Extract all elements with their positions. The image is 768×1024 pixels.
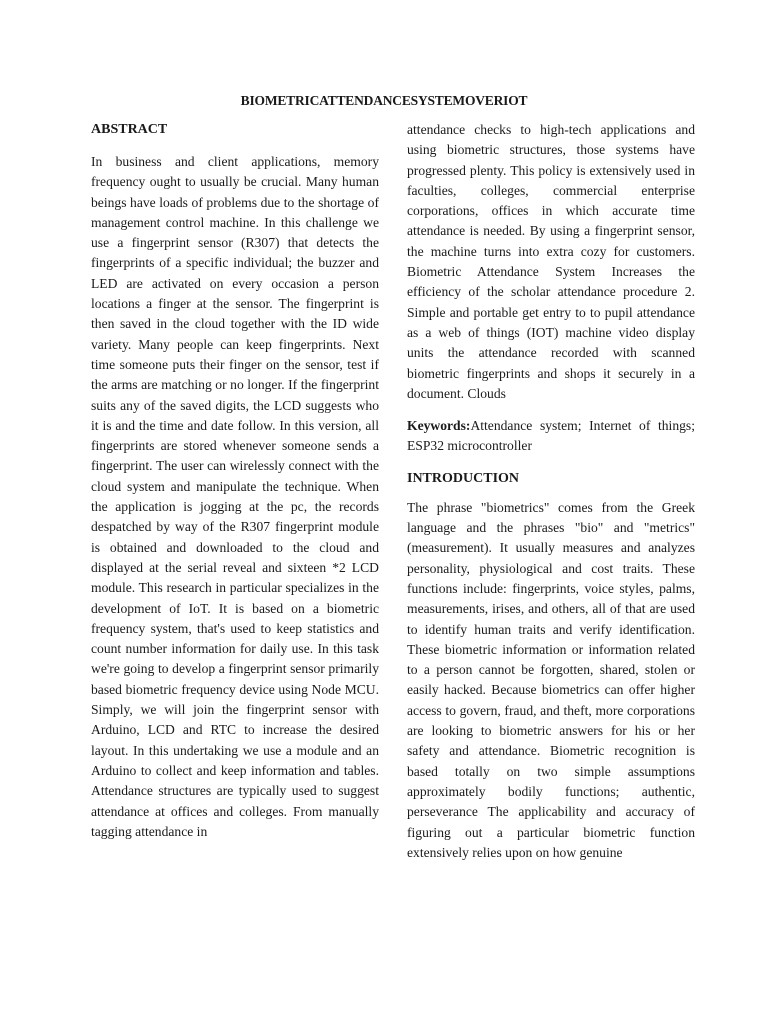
introduction-heading: INTRODUCTION (407, 470, 520, 486)
keywords-label: Keywords: (407, 418, 471, 434)
introduction-text: The phrase "biometrics" comes from the Greek language and the phrases "bio" and "metrics" (measurement). It usually measures and analyzes personality, physiological and cost traits. These functions include: fingerprints, voice styles, palms, measurements, irises, and others, all of that are used to identify human traits and verify identification. These biometric information or information related to a person cannot be forgotten, shared, stolen or easily hacked. Because biometrics can offer higher access to govern, fraud, and theft, more corporations are looking to biometric answers for his or her safety and attendance. Biometric recognition is based totally on two simple assumptions approximately bodily functions; authentic, perseverance The applicability and accuracy of figuring out a particular biometric function extensively relies upon on how genuine (407, 499, 695, 860)
spacer (407, 404, 695, 416)
abstract-heading: ABSTRACT (91, 122, 168, 137)
right-column (407, 120, 695, 863)
abstract-text: In business and client applications, memory frequency ought to usually be crucial. Many human beings have loads of problems due to the shortage of management control machine. In this challenge we use a fingerprint sensor (R307) that detects the fingerprints of a specific individual; the buzzer and LED are activated on every occasion a person locations a finger at the sensor. The fingerprint is then saved in the cloud together with the ID wide variety. Many people can keep fingerprints. Next time someone puts their finger on the sensor, test if the arms are matching or no longer. If the fingerprint suits any of the saved digits, the LCD suggests who it is and the time and date follow. In this version, all fingerprints are stored whenever someone sends a fingerprint. The user can wirelessly connect with the cloud system and manipulate the technique. When the application is jogging at the pc, the records despatched by way of the R307 fingerprint module is obtained and downloaded to the cloud and displayed at the serial reveal and sixteen *2 LCD module. This research in particular specializes in the development of IoT. It is based on a biometric frequency system, that's used to keep statistics and count number information for daily use. In this task we're going to develop a fingerprint sensor primarily based biometric frequency device using Node MCU. Simply, we will join the fingerprint sensor with Arduino, LCD and RTC to increase the desired layout. In this undertaking we use a module and an Arduino to collect and keep information and tables. Attendance structures are typically used to suggest attendance at offices and colleges. From manually tagging attendance in (91, 154, 379, 839)
spacer (407, 457, 695, 469)
abstract-continuation: attendance checks to high-tech applications and using biometric structures, those systems have progressed plenty. This policy is extensively used in faculties, colleges, commercial enterprise corporations, offices in which accurate time attendance is needed. By using a fingerprint sensor, the machine turns into extra cozy for customers. Biometric Attendance System Increases the efficiency of the scholar attendance procedure 2. Simple and portable get entry to to pupil attendance as a web of things (IOT) machine video display units the attendance recorded with scanned biometric fingerprints and shops it securely in a document. Clouds (407, 122, 695, 401)
keywords-text: Attendance system; Internet of things; ESP32 microcontroller (407, 418, 695, 454)
left-column (91, 120, 379, 842)
keywords (407, 416, 695, 457)
paper-title: BIOMETRICATTENDANCESYSTEMOVERIOT (240, 93, 528, 108)
